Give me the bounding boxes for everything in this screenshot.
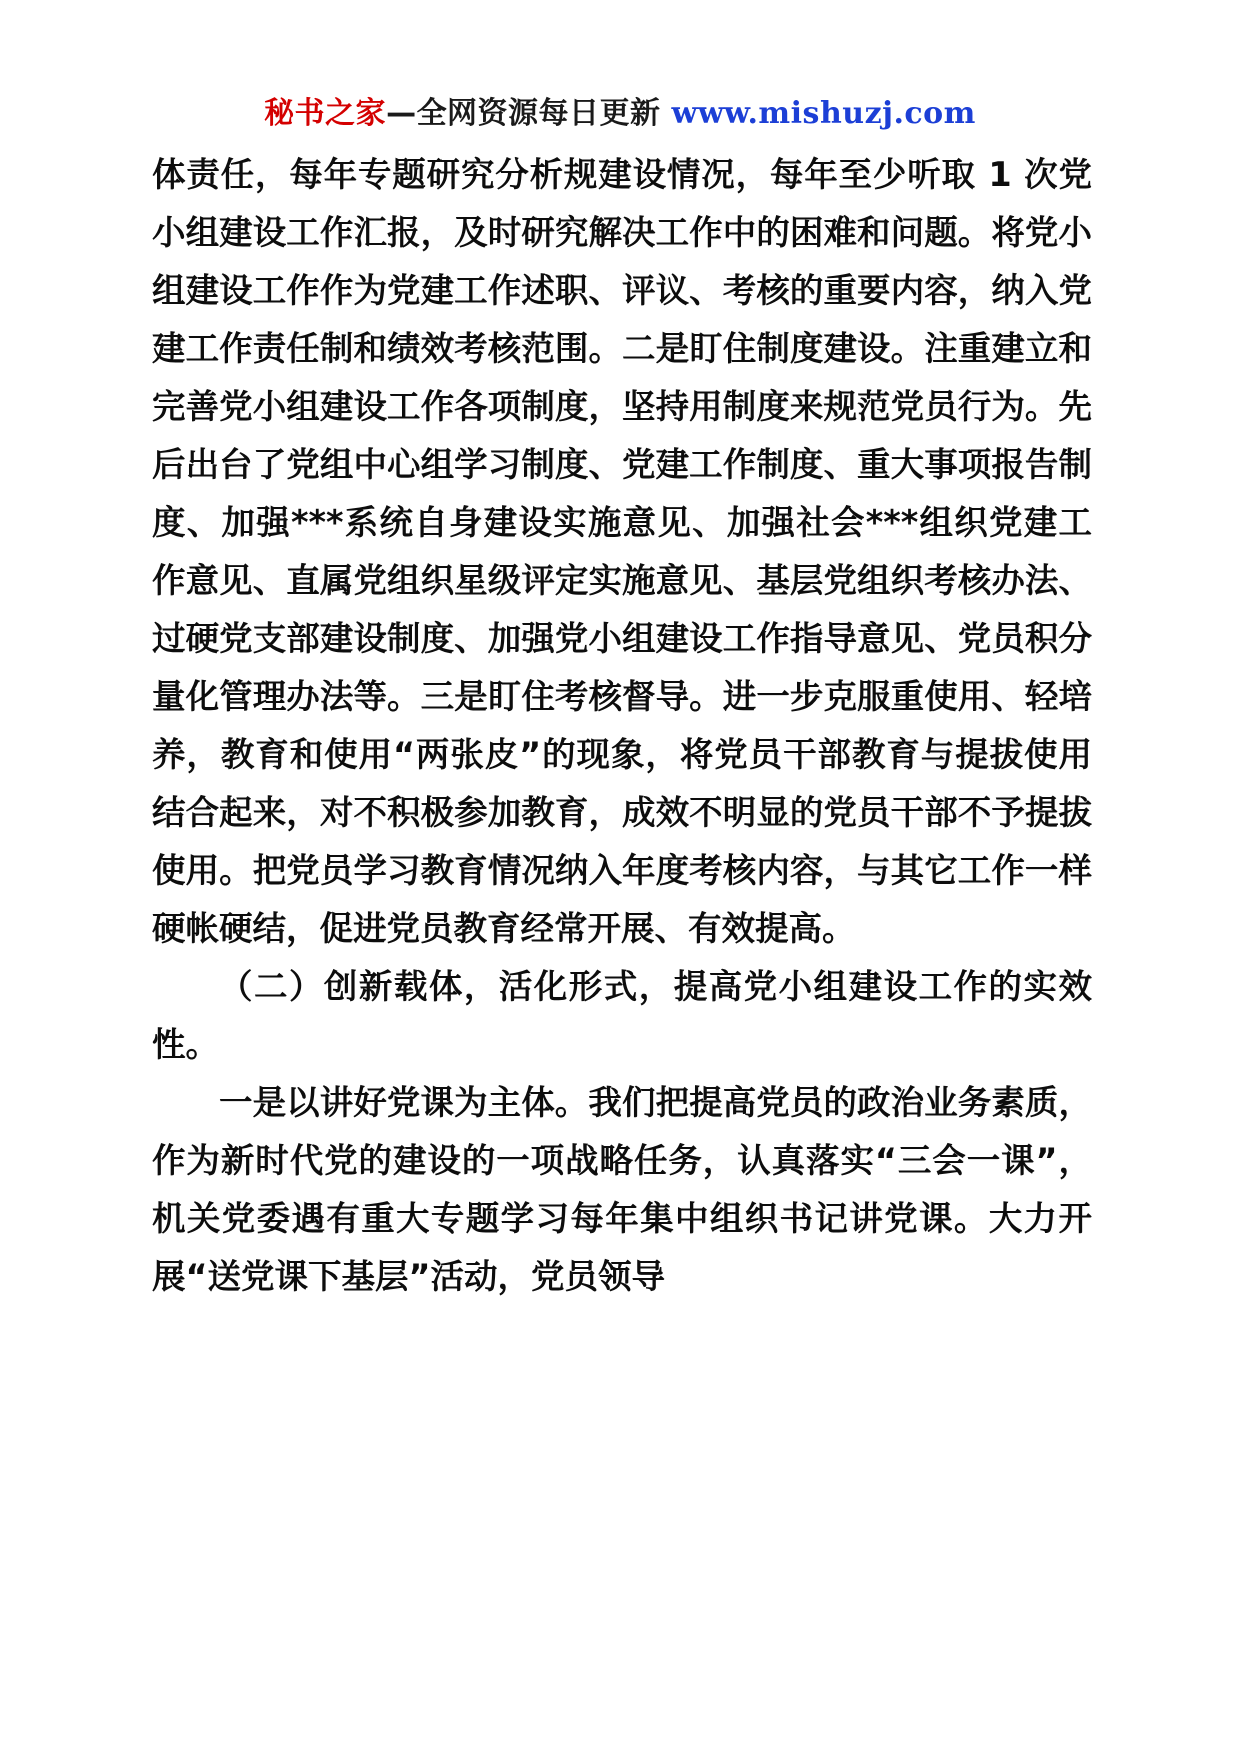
paragraph-3: 一是以讲好党课为主体。我们把提高党员的政治业务素质，作为新时代党的建设的一项战略任务，认真落实“三会一课”，机关党委遇有重大专题学习每年集中组织书记讲党课。大力开展“送党课下基层”活动，党员领导 — [152, 1083, 1092, 1296]
document-body — [152, 146, 1092, 1306]
site-url[interactable]: www.mishuzj.com — [671, 96, 976, 131]
paragraph-2: （二）创新载体，活化形式，提高党小组建设工作的实效性。 — [152, 967, 1092, 1064]
paragraph-1: 体责任，每年专题研究分析规建设情况，每年至少听取 1 次党小组建设工作汇报，及时研究解决工作中的困难和问题。将党小组建设工作作为党建工作述职、评议、考核的重要内容，纳入党建工作责任制和绩效考核范围。二是盯住制度建设。注重建立和完善党小组建设工作各项制度，坚持用制度来规范党员行为。先后出台了党组中心组学习制度、党建工作制度、重大事项报告制度、加强***系统自身建设实施意见、加强社会***组织党建工作意见、直属党组织星级评定实施意见、基层党组织考核办法、过硬党支部建设制度、加强党小组建设工作指导意见、党员积分量化管理办法等。三是盯住考核督导。进一步克服重使用、轻培养，教育和使用“两张皮”的现象，将党员干部教育与提拔使用结合起来，对不积极参加教育，成效不明显的党员干部不予提拔使用。把党员学习教育情况纳入年度考核内容，与其它工作一样硬帐硬结，促进党员教育经常开展、有效提高。 — [152, 155, 1092, 948]
site-tagline: —全网资源每日更新 — [386, 96, 661, 131]
site-brand-name: 秘书之家 — [264, 96, 387, 131]
site-watermark-header — [0, 88, 1240, 132]
